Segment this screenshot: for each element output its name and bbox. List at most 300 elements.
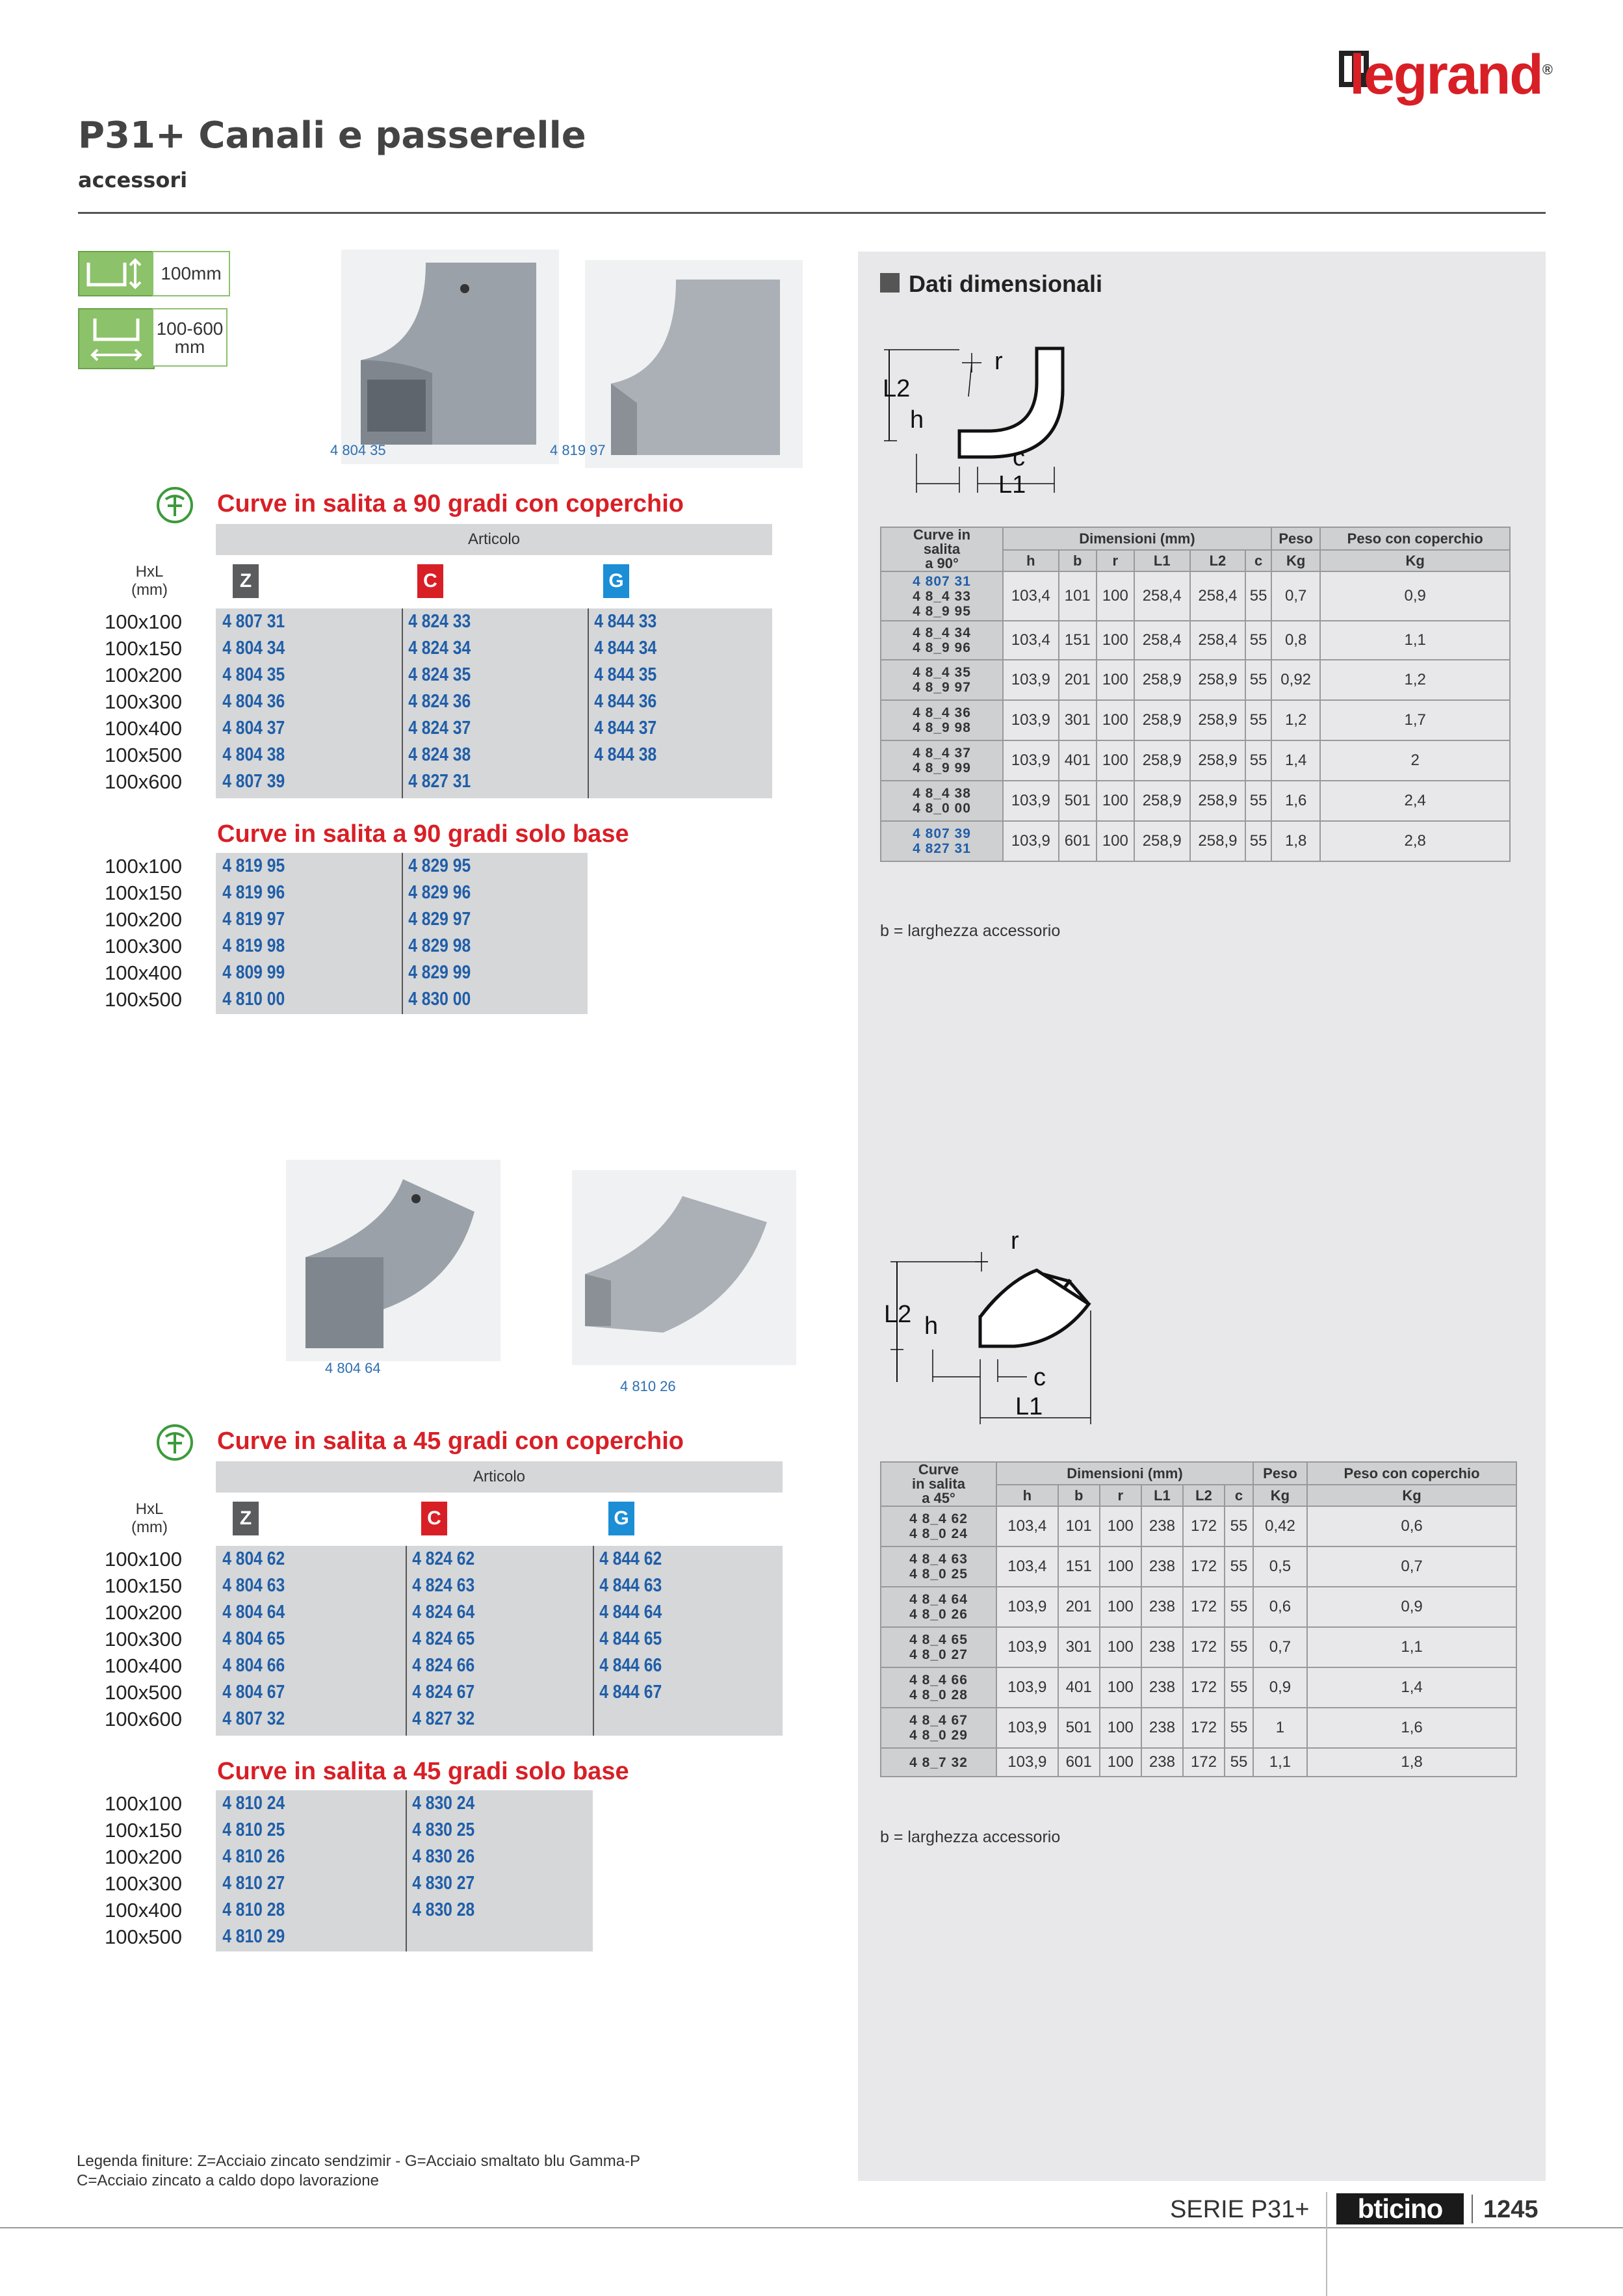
article-code-c[interactable]: 4 829 97 <box>408 909 471 930</box>
article-code-z[interactable]: 4 810 26 <box>222 1846 285 1867</box>
article-code[interactable]: 4 8_0 25 <box>909 1567 968 1582</box>
dimension-value: 55 <box>1245 740 1271 781</box>
dimension-value: 103,9 <box>1003 821 1059 861</box>
dimension-value: 172 <box>1183 1627 1225 1667</box>
product-photo-45-covered <box>286 1160 500 1361</box>
dimension-value: 601 <box>1058 1748 1100 1777</box>
article-code-c[interactable]: 4 829 95 <box>408 855 471 876</box>
article-code[interactable]: 4 8_4 63 <box>909 1552 968 1567</box>
dimension-value: 55 <box>1225 1546 1253 1587</box>
dimension-value: 55 <box>1245 571 1271 621</box>
article-code-g[interactable]: 4 844 34 <box>594 638 657 659</box>
dimension-value: 1,8 <box>1271 821 1320 861</box>
size-label: 100x400 <box>105 1899 182 1922</box>
table-row <box>881 1506 1516 1546</box>
dimension-value: 258,9 <box>1190 700 1246 740</box>
article-code-c[interactable]: 4 824 33 <box>408 611 471 632</box>
dimension-value: 151 <box>1059 621 1097 660</box>
article-code-g[interactable]: 4 844 65 <box>599 1628 662 1649</box>
dimension-value: 100 <box>1100 1667 1141 1708</box>
article-code-g[interactable]: 4 844 33 <box>594 611 657 632</box>
dimension-value: 0,9 <box>1253 1667 1307 1708</box>
article-code-c[interactable]: 4 824 62 <box>412 1548 475 1569</box>
finish-c-badge: C <box>417 564 443 598</box>
dimension-value: 0,6 <box>1253 1587 1307 1627</box>
col-kg-cop: Kg <box>1320 550 1510 571</box>
bticino-logo[interactable]: bticino <box>1336 2193 1464 2224</box>
finish-g-badge: G <box>603 564 629 598</box>
dimension-value: 0,6 <box>1307 1506 1516 1546</box>
dimension-value: 258,4 <box>1134 571 1190 621</box>
article-code[interactable]: 4 8_9 98 <box>913 720 971 735</box>
dimension-value: 0,7 <box>1253 1627 1307 1667</box>
dimension-value: 0,7 <box>1271 571 1320 621</box>
article-code-z[interactable]: 4 810 25 <box>222 1820 285 1840</box>
note-45: b = larghezza accessorio <box>880 1828 1061 1846</box>
article-code-c[interactable]: 4 830 00 <box>408 989 471 1010</box>
label-r: r <box>1011 1227 1019 1255</box>
size-label: 100x500 <box>105 1925 182 1948</box>
article-code-g[interactable]: 4 844 37 <box>594 718 657 738</box>
dimension-value: 238 <box>1141 1667 1183 1708</box>
article-codes-cell <box>881 1627 996 1667</box>
article-codes-cell <box>881 660 1003 700</box>
article-codes-cell <box>881 781 1003 821</box>
article-code[interactable]: 4 8_9 96 <box>913 640 971 655</box>
col-L1: L1 <box>1134 550 1190 571</box>
dimension-value: 201 <box>1059 660 1097 700</box>
dimension-value: 55 <box>1225 1667 1253 1708</box>
article-code[interactable]: 4 8_4 33 <box>913 588 971 604</box>
dimension-value: 103,4 <box>996 1546 1058 1587</box>
finish-legend <box>77 2152 640 2191</box>
label-c: c <box>1013 444 1025 471</box>
brand-logo[interactable]: legrand® <box>1349 44 1552 106</box>
article-code[interactable]: 4 8_0 29 <box>909 1728 968 1743</box>
product-photo-90-covered <box>341 250 559 464</box>
col-r: r <box>1097 550 1134 571</box>
dimension-value: 1,2 <box>1320 660 1510 700</box>
size-label: 100x100 <box>105 1548 182 1571</box>
article-code-c[interactable]: 4 824 65 <box>412 1628 475 1649</box>
article-code-g[interactable]: 4 844 38 <box>594 744 657 765</box>
article-code-g[interactable]: 4 844 36 <box>594 691 657 712</box>
article-code[interactable]: 4 8_4 38 <box>913 786 971 801</box>
footer-divider <box>0 2227 1623 2228</box>
hxl-label: HxL (mm) <box>131 1500 168 1536</box>
dimension-table-45 <box>880 1461 1517 1777</box>
article-codes-cell <box>881 1708 996 1748</box>
note-90: b = larghezza accessorio <box>880 922 1061 940</box>
article-code-c[interactable]: 4 829 99 <box>408 962 471 983</box>
dimension-value: 100 <box>1100 1748 1141 1777</box>
dimension-value: 0,9 <box>1320 571 1510 621</box>
dimension-value: 100 <box>1100 1546 1141 1587</box>
article-code-z[interactable]: 4 807 32 <box>222 1708 285 1729</box>
dimension-value: 1,1 <box>1307 1627 1516 1667</box>
section-title-90-covered: Curve in salita a 90 gradi con coperchio <box>217 490 684 517</box>
dimension-value: 55 <box>1225 1627 1253 1667</box>
dimension-value: 103,9 <box>1003 700 1059 740</box>
col-kg-cop: Kg <box>1307 1485 1516 1506</box>
article-code-c[interactable]: 4 827 32 <box>412 1708 475 1729</box>
dimension-value: 0,8 <box>1271 621 1320 660</box>
size-label: 100x600 <box>105 1708 182 1730</box>
article-code-z[interactable]: 4 810 27 <box>222 1873 285 1894</box>
dimension-value: 238 <box>1141 1546 1183 1587</box>
size-label: 100x300 <box>105 1872 182 1895</box>
article-codes-cell <box>881 571 1003 621</box>
label-c: c <box>1033 1364 1046 1391</box>
dimension-value: 258,9 <box>1134 821 1190 861</box>
dimension-value: 103,9 <box>1003 781 1059 821</box>
dimension-value: 55 <box>1245 821 1271 861</box>
table-row <box>881 1748 1516 1777</box>
dimension-value: 501 <box>1058 1708 1100 1748</box>
dimension-value: 1,2 <box>1271 700 1320 740</box>
article-header: Articolo <box>216 1461 783 1493</box>
article-code-z[interactable]: 4 804 65 <box>222 1628 285 1649</box>
size-label: 100x200 <box>105 908 182 931</box>
article-code-z[interactable]: 4 810 00 <box>222 989 285 1010</box>
col-b: b <box>1059 550 1097 571</box>
article-code-z[interactable]: 4 810 28 <box>222 1899 285 1920</box>
article-code[interactable]: 4 8_9 99 <box>913 761 971 776</box>
article-code-z[interactable]: 4 804 67 <box>222 1682 285 1702</box>
dimension-value: 55 <box>1245 700 1271 740</box>
article-code-g[interactable]: 4 844 64 <box>599 1602 662 1623</box>
dimension-value: 2,8 <box>1320 821 1510 861</box>
article-code-c[interactable]: 4 830 25 <box>412 1820 475 1840</box>
dimension-value: 103,4 <box>1003 571 1059 621</box>
article-code-z[interactable]: 4 804 37 <box>222 718 285 738</box>
dimension-value: 172 <box>1183 1587 1225 1627</box>
footer-separator <box>1472 2195 1473 2223</box>
dimension-value: 100 <box>1097 621 1134 660</box>
article-code-c[interactable]: 4 824 35 <box>408 664 471 685</box>
dimension-value: 103,9 <box>996 1708 1058 1748</box>
article-code-z[interactable]: 4 804 66 <box>222 1655 285 1676</box>
article-code-z[interactable]: 4 804 62 <box>222 1548 285 1569</box>
dimension-value: 258,9 <box>1134 781 1190 821</box>
table-row <box>881 660 1510 700</box>
dimension-value: 55 <box>1245 621 1271 660</box>
caption-img1: 4 804 35 <box>330 442 386 458</box>
table-row <box>881 1627 1516 1667</box>
dimension-value: 55 <box>1245 660 1271 700</box>
label-L2: L2 <box>884 1301 912 1328</box>
article-code-z[interactable]: 4 819 96 <box>222 882 285 903</box>
article-code-c[interactable]: 4 830 24 <box>412 1793 475 1814</box>
article-code-z[interactable]: 4 804 36 <box>222 691 285 712</box>
dimension-value: 0,92 <box>1271 660 1320 700</box>
article-code-z[interactable]: 4 804 63 <box>222 1575 285 1596</box>
col-kg: Kg <box>1253 1485 1307 1506</box>
dimension-value: 258,9 <box>1190 821 1246 861</box>
dimension-value: 501 <box>1059 781 1097 821</box>
dimension-value: 103,9 <box>1003 740 1059 781</box>
article-code[interactable]: 4 807 31 <box>913 573 971 589</box>
article-code-c[interactable]: 4 824 36 <box>408 691 471 712</box>
dimension-value: 258,4 <box>1190 571 1246 621</box>
article-code[interactable]: 4 8_9 97 <box>913 680 971 695</box>
article-code-z[interactable]: 4 819 97 <box>222 909 285 930</box>
col-c: c <box>1245 550 1271 571</box>
col-L2: L2 <box>1183 1485 1225 1506</box>
article-code-g[interactable]: 4 844 62 <box>599 1548 662 1569</box>
table-row <box>881 621 1510 660</box>
dimension-value: 172 <box>1183 1748 1225 1777</box>
article-code[interactable]: 4 8_4 37 <box>913 746 971 761</box>
article-code-c[interactable]: 4 824 67 <box>412 1682 475 1702</box>
dimension-value: 172 <box>1183 1667 1225 1708</box>
dimension-value: 1,1 <box>1320 621 1510 660</box>
dimension-value: 258,9 <box>1190 740 1246 781</box>
col-r: r <box>1100 1485 1141 1506</box>
size-label: 100x400 <box>105 1654 182 1677</box>
dimensions-header: Dimensioni (mm) <box>996 1462 1253 1485</box>
dimension-table-90 <box>880 527 1511 862</box>
table-row <box>881 1587 1516 1627</box>
size-label: 100x500 <box>105 988 182 1011</box>
dimension-value: 2,4 <box>1320 781 1510 821</box>
dimension-value: 100 <box>1097 700 1134 740</box>
table-row <box>881 821 1510 861</box>
finish-g-badge: G <box>608 1502 634 1535</box>
article-code[interactable]: 4 8_4 65 <box>909 1632 968 1647</box>
size-label: 100x300 <box>105 1628 182 1650</box>
article-code[interactable]: 4 8_7 32 <box>909 1755 968 1770</box>
article-code-g[interactable]: 4 844 63 <box>599 1575 662 1596</box>
article-code-g[interactable]: 4 844 35 <box>594 664 657 685</box>
dimension-value: 1,4 <box>1307 1667 1516 1708</box>
article-codes-cell <box>881 1587 996 1627</box>
article-code-z[interactable]: 4 804 35 <box>222 664 285 685</box>
article-code[interactable]: 4 8_0 28 <box>909 1688 968 1702</box>
header-divider <box>78 212 1546 214</box>
article-code-c[interactable]: 4 824 37 <box>408 718 471 738</box>
label-L2: L2 <box>883 375 911 402</box>
dimension-rows-90 <box>881 571 1510 861</box>
article-codes-cell <box>881 740 1003 781</box>
article-code[interactable]: 4 807 39 <box>913 826 971 841</box>
col-L2: L2 <box>1190 550 1246 571</box>
dimension-value: 101 <box>1058 1506 1100 1546</box>
size-label: 100x500 <box>105 1681 182 1704</box>
dimension-value: 55 <box>1225 1587 1253 1627</box>
dimension-value: 103,4 <box>1003 621 1059 660</box>
col-h: h <box>996 1485 1058 1506</box>
dimension-value: 55 <box>1225 1708 1253 1748</box>
article-code-z[interactable]: 4 810 29 <box>222 1926 285 1947</box>
article-code-z[interactable]: 4 807 31 <box>222 611 285 632</box>
section-title-45-covered: Curve in salita a 45 gradi con coperchio <box>217 1428 684 1455</box>
dimension-value: 258,4 <box>1190 621 1246 660</box>
size-label: 100x100 <box>105 855 182 878</box>
label-h: h <box>910 406 924 434</box>
article-code-z[interactable]: 4 804 38 <box>222 744 285 765</box>
dimension-value: 100 <box>1100 1506 1141 1546</box>
legend-line: C=Acciaio zincato a caldo dopo lavorazione <box>77 2172 379 2189</box>
article-code-c[interactable]: 4 824 66 <box>412 1655 475 1676</box>
height-spec-icon <box>78 251 155 296</box>
dimension-value: 100 <box>1097 781 1134 821</box>
label-r: r <box>994 348 1003 375</box>
size-label: 100x400 <box>105 717 182 740</box>
article-code-c[interactable]: 4 830 27 <box>412 1873 475 1894</box>
dimension-value: 238 <box>1141 1748 1183 1777</box>
article-code-c[interactable]: 4 829 96 <box>408 882 471 903</box>
size-label: 100x150 <box>105 1574 182 1597</box>
size-label: 100x200 <box>105 1846 182 1868</box>
page-number: 1245 <box>1483 2196 1539 2223</box>
dimensions-header: Dimensioni (mm) <box>1003 527 1271 550</box>
table-row <box>881 571 1510 621</box>
article-code-z[interactable]: 4 809 99 <box>222 962 285 983</box>
dimension-value: 1,8 <box>1307 1748 1516 1777</box>
size-label: 100x200 <box>105 664 182 686</box>
dimension-value: 258,9 <box>1134 660 1190 700</box>
article-code[interactable]: 4 8_4 62 <box>909 1511 968 1526</box>
label-L1: L1 <box>998 471 1026 499</box>
dimension-value: 55 <box>1225 1748 1253 1777</box>
table-row <box>881 740 1510 781</box>
width-spec-icon <box>78 308 155 369</box>
article-code[interactable]: 4 8_4 36 <box>913 705 971 720</box>
article-code[interactable]: 4 8_0 24 <box>909 1526 968 1541</box>
dimension-value: 100 <box>1097 821 1134 861</box>
section-title-90-base: Curve in salita a 90 gradi solo base <box>217 820 629 848</box>
peso-header: Peso <box>1253 1462 1307 1485</box>
article-code[interactable]: 4 8_4 66 <box>909 1673 968 1688</box>
dimension-value: 100 <box>1097 571 1134 621</box>
article-code-c[interactable]: 4 829 98 <box>408 935 471 956</box>
article-codes-cell <box>881 821 1003 861</box>
size-label: 100x600 <box>105 770 182 793</box>
article-code-c[interactable]: 4 827 31 <box>408 771 471 792</box>
col-kg: Kg <box>1271 550 1320 571</box>
article-code-z[interactable]: 4 804 64 <box>222 1602 285 1623</box>
size-label: 100x400 <box>105 961 182 984</box>
dimension-value: 601 <box>1059 821 1097 861</box>
article-code-c[interactable]: 4 830 28 <box>412 1899 475 1920</box>
col-c: c <box>1225 1485 1253 1506</box>
size-label: 100x150 <box>105 881 182 904</box>
footer-vertical-divider <box>1326 2192 1327 2296</box>
article-code-g[interactable]: 4 844 66 <box>599 1655 662 1676</box>
table-row <box>881 781 1510 821</box>
dimension-value: 103,9 <box>996 1587 1058 1627</box>
dimension-value: 172 <box>1183 1506 1225 1546</box>
article-code[interactable]: 4 827 31 <box>913 841 971 856</box>
size-label: 100x150 <box>105 1819 182 1842</box>
peso-cop-header: Peso con coperchio <box>1320 527 1510 550</box>
article-code-c[interactable]: 4 824 63 <box>412 1575 475 1596</box>
dimension-value: 55 <box>1225 1506 1253 1546</box>
article-code[interactable]: 4 8_4 34 <box>913 625 971 640</box>
article-code[interactable]: 4 8_4 64 <box>909 1592 968 1607</box>
corner-header: Curve in salita a 45° <box>881 1462 996 1506</box>
hxl-label: HxL (mm) <box>131 563 168 599</box>
article-code[interactable]: 4 8_0 00 <box>913 801 971 816</box>
dimension-value: 55 <box>1245 781 1271 821</box>
dimension-value: 1,6 <box>1307 1708 1516 1748</box>
article-code[interactable]: 4 8_0 27 <box>909 1647 968 1662</box>
peso-cop-header: Peso con coperchio <box>1307 1462 1516 1485</box>
size-label: 100x100 <box>105 610 182 633</box>
article-grid-90-covered <box>216 608 772 798</box>
article-code-z[interactable]: 4 810 24 <box>222 1793 285 1814</box>
article-codes-cell <box>881 1748 996 1777</box>
series-label: SERIE P31+ <box>1170 2196 1310 2223</box>
article-codes-cell <box>881 700 1003 740</box>
dimension-value: 1,7 <box>1320 700 1510 740</box>
article-code[interactable]: 4 8_9 95 <box>913 603 971 619</box>
dimension-value: 1,1 <box>1253 1748 1307 1777</box>
col-L1: L1 <box>1141 1485 1183 1506</box>
caption-img4: 4 810 26 <box>620 1378 676 1394</box>
dimension-value: 401 <box>1059 740 1097 781</box>
article-header: Articolo <box>216 524 772 555</box>
table-row <box>881 700 1510 740</box>
dimension-value: 401 <box>1058 1667 1100 1708</box>
legend-line: Legenda finiture: Z=Acciaio zincato sendzimir - G=Acciaio smaltato blu Gamma-P <box>77 2152 641 2170</box>
dimension-rows-45 <box>881 1506 1516 1777</box>
article-codes-cell <box>881 1667 996 1708</box>
article-code-z[interactable]: 4 807 39 <box>222 771 285 792</box>
corner-header: Curve in salita a 90° <box>881 527 1003 571</box>
dimension-value: 238 <box>1141 1708 1183 1748</box>
dimension-value: 103,9 <box>1003 660 1059 700</box>
article-code[interactable]: 4 8_0 26 <box>909 1607 968 1622</box>
dimension-value: 258,9 <box>1134 700 1190 740</box>
dimension-value: 1 <box>1253 1708 1307 1748</box>
quality-mark-icon <box>156 486 194 524</box>
section-bullet-icon <box>880 273 900 293</box>
peso-header: Peso <box>1271 527 1320 550</box>
article-code[interactable]: 4 8_4 35 <box>913 665 971 680</box>
article-code-z[interactable]: 4 804 34 <box>222 638 285 659</box>
dimension-value: 103,9 <box>996 1748 1058 1777</box>
dimension-value: 238 <box>1141 1506 1183 1546</box>
dimension-value: 100 <box>1100 1587 1141 1627</box>
product-photo-45-base <box>572 1170 796 1365</box>
article-code-z[interactable]: 4 819 95 <box>222 855 285 876</box>
article-code-g[interactable]: 4 844 67 <box>599 1682 662 1702</box>
page-title: P31+ Canali e passerelle <box>78 114 586 157</box>
article-code-c[interactable]: 4 824 38 <box>408 744 471 765</box>
height-spec: 100mm <box>152 251 230 296</box>
article-code-c[interactable]: 4 830 26 <box>412 1846 475 1867</box>
dimension-value: 238 <box>1141 1587 1183 1627</box>
table-row <box>881 1546 1516 1587</box>
page-subtitle: accessori <box>78 168 188 192</box>
finish-c-badge: C <box>421 1502 447 1535</box>
dimension-value: 103,9 <box>996 1627 1058 1667</box>
dimension-value: 1,6 <box>1271 781 1320 821</box>
article-code[interactable]: 4 8_4 67 <box>909 1713 968 1728</box>
dimension-value: 0,7 <box>1307 1546 1516 1587</box>
dimension-value: 172 <box>1183 1708 1225 1748</box>
article-grid-45-covered <box>216 1546 783 1736</box>
dimension-value: 172 <box>1183 1546 1225 1587</box>
dimension-value: 258,9 <box>1134 740 1190 781</box>
article-code-c[interactable]: 4 824 34 <box>408 638 471 659</box>
dimension-value: 103,4 <box>996 1506 1058 1546</box>
dimension-value: 301 <box>1059 700 1097 740</box>
article-code-z[interactable]: 4 819 98 <box>222 935 285 956</box>
article-code-c[interactable]: 4 824 64 <box>412 1602 475 1623</box>
